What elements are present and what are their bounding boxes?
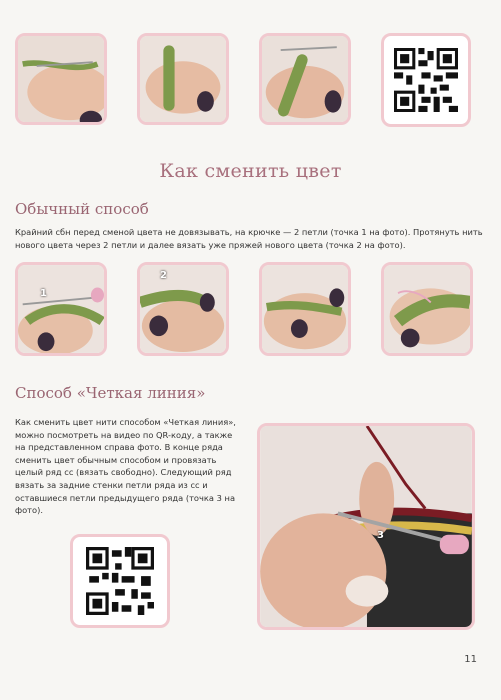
photo-top-3 — [259, 33, 351, 125]
qr-code-bottom[interactable] — [70, 534, 170, 628]
photo-mid-2 — [137, 262, 229, 356]
photo-large — [257, 423, 475, 630]
section-body-clear-line: Как сменить цвет нити способом «Четкая линия», можно посмотреть на видео по QR-коду, а также на представленном справа фото. В конце ряда сменить цвет обычным способом и провязать целый ряд сс (вязать свободно). Следующий ряд вязать за задние стенки петли ряда из сс и оставшиеся петли предыдущего ряда (точка 3 на фото). — [15, 417, 236, 516]
qr-code-icon — [394, 48, 458, 112]
page-title: Как сменить цвет — [159, 160, 342, 182]
section-body-ordinary: Крайний сбн перед сменой цвета не довязывать, на крючке — 2 петли (точка 1 на фото). Протянуть нить нового цвета через 2 петли и далее вязать уже пряжей нового цвета (точка 2 на фото). — [15, 227, 483, 250]
section-title-ordinary: Обычный способ — [15, 200, 149, 218]
page-number: 11 — [464, 654, 477, 665]
section-title-clear-line: Способ «Четкая линия» — [15, 384, 206, 402]
qr-code-top[interactable] — [381, 33, 471, 127]
photo-mid-1 — [15, 262, 107, 356]
photo-top-2 — [137, 33, 229, 125]
photo-mid-3 — [259, 262, 351, 356]
marker-1: 1 — [40, 288, 47, 299]
photo-mid-4 — [381, 262, 473, 356]
qr-code-icon — [86, 547, 154, 615]
photo-top-1 — [15, 33, 107, 125]
marker-2: 2 — [160, 270, 167, 281]
marker-3: 3 — [377, 530, 384, 541]
